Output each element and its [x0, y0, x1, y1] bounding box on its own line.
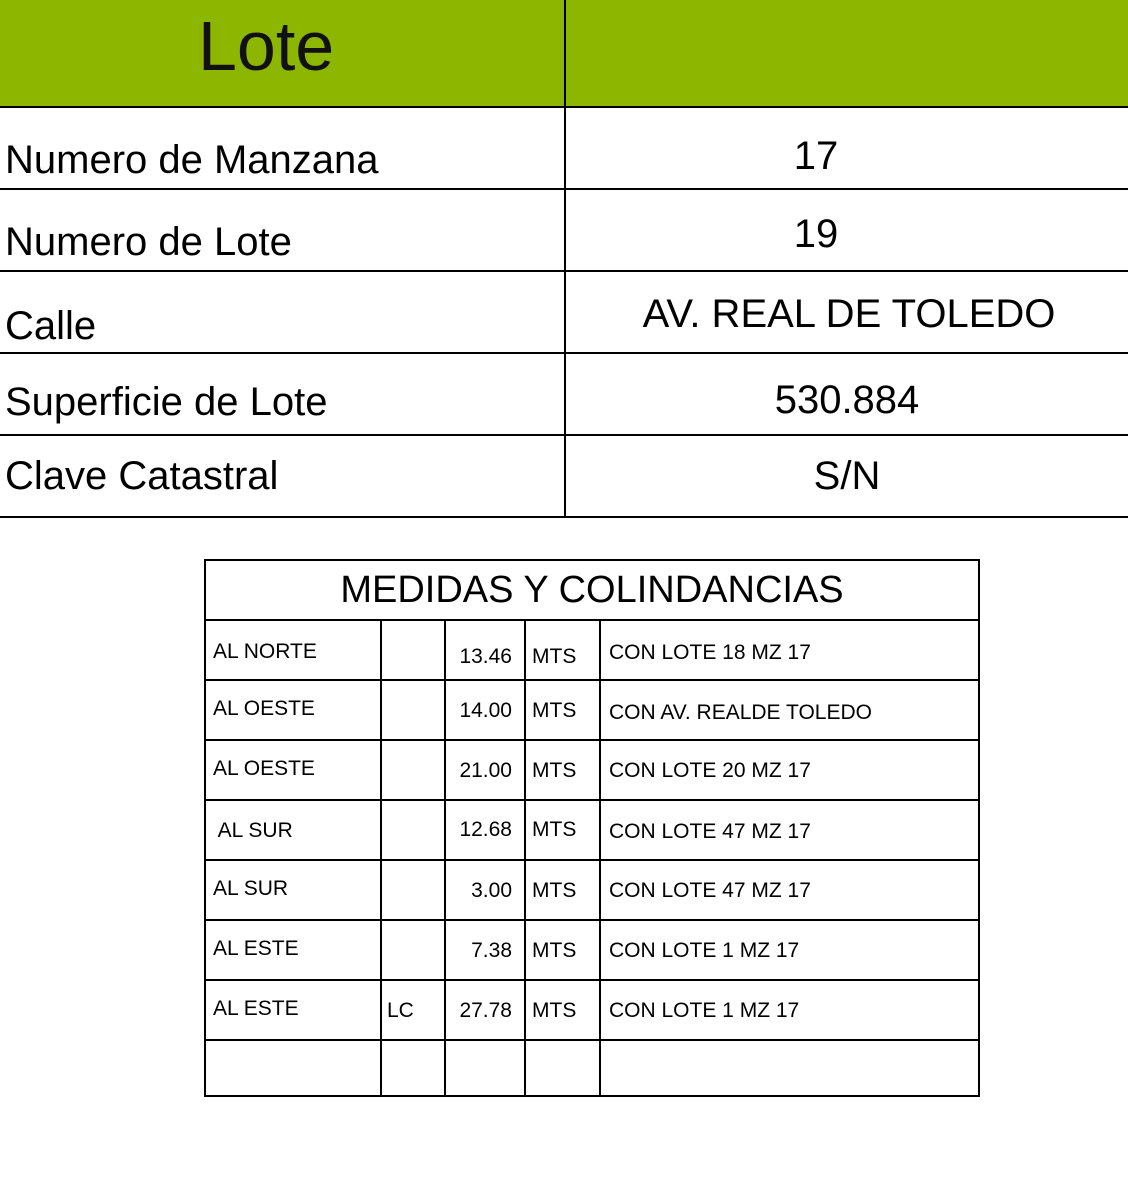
info-row-superficie	[0, 354, 1128, 436]
column-divider	[599, 861, 601, 919]
column-divider	[524, 681, 526, 739]
table-row	[206, 681, 978, 741]
unit-cell: MTS	[532, 939, 577, 962]
adjacent-cell: CON LOTE 18 MZ 17	[609, 641, 811, 664]
table-row	[206, 921, 978, 981]
info-value: AV. REAL DE TOLEDO	[642, 292, 1056, 336]
info-label: Numero de Lote	[5, 220, 292, 264]
info-row-clave	[0, 436, 1128, 518]
column-divider	[380, 861, 382, 919]
adjacent-cell: CON LOTE 1 MZ 17	[609, 939, 800, 962]
lote-header	[0, 0, 1128, 108]
column-divider	[599, 741, 601, 799]
adjacent-cell: CON LOTE 1 MZ 17	[609, 999, 800, 1022]
info-row-calle	[0, 272, 1128, 354]
lote-title: Lote	[198, 7, 335, 85]
column-divider	[524, 741, 526, 799]
column-divider	[524, 801, 526, 859]
unit-cell: MTS	[532, 999, 577, 1022]
type-cell: LC	[387, 999, 414, 1022]
direction-cell: AL OESTE	[213, 757, 315, 780]
table-row	[206, 861, 978, 921]
direction-cell: AL ESTE	[213, 937, 299, 960]
info-row-lote	[0, 190, 1128, 272]
column-divider	[380, 681, 382, 739]
direction-cell: AL SUR	[213, 819, 293, 842]
distance-cell: 14.00	[459, 699, 512, 722]
distance-cell: 3.00	[471, 879, 512, 902]
unit-cell: MTS	[532, 759, 577, 782]
unit-cell: MTS	[532, 699, 577, 722]
table-row	[206, 801, 978, 861]
column-divider	[524, 921, 526, 979]
table-row	[206, 1041, 978, 1097]
direction-cell: AL SUR	[213, 877, 289, 900]
table-row	[206, 981, 978, 1041]
unit-cell: MTS	[532, 645, 577, 668]
column-divider	[599, 621, 601, 679]
column-divider	[380, 981, 382, 1039]
info-label: Numero de Manzana	[5, 138, 379, 182]
adjacent-cell: CON LOTE 47 MZ 17	[609, 879, 811, 902]
direction-cell: AL ESTE	[213, 997, 299, 1020]
unit-cell: MTS	[532, 818, 577, 841]
info-row-manzana	[0, 108, 1128, 190]
column-divider	[380, 801, 382, 859]
direction-cell: AL NORTE	[213, 640, 317, 663]
info-value: 17	[793, 134, 839, 178]
unit-cell: MTS	[532, 879, 577, 902]
table-row	[206, 621, 978, 681]
column-divider	[599, 981, 601, 1039]
table-row	[206, 741, 978, 801]
column-divider	[524, 1041, 526, 1097]
distance-cell: 27.78	[459, 999, 512, 1022]
column-divider	[524, 621, 526, 679]
info-label: Clave Catastral	[5, 454, 279, 498]
info-label: Superficie de Lote	[5, 380, 328, 424]
adjacent-cell: CON AV. REALDE TOLEDO	[609, 701, 872, 724]
column-divider	[599, 1041, 601, 1097]
info-value: S/N	[813, 454, 881, 498]
info-label: Calle	[5, 304, 97, 348]
direction-cell: AL OESTE	[213, 697, 315, 720]
column-divider	[380, 1041, 382, 1097]
distance-cell: 13.46	[459, 645, 512, 668]
column-divider	[599, 681, 601, 739]
info-value: 19	[793, 212, 839, 256]
distance-cell: 7.38	[471, 939, 512, 962]
distance-cell: 21.00	[459, 759, 512, 782]
medidas-title: MEDIDAS Y COLINDANCIAS	[206, 561, 978, 621]
column-divider	[524, 861, 526, 919]
column-divider	[599, 801, 601, 859]
info-value: 530.884	[774, 378, 920, 422]
header-divider	[564, 0, 566, 106]
column-divider	[599, 921, 601, 979]
medidas-table	[204, 559, 980, 1097]
column-divider	[380, 741, 382, 799]
adjacent-cell: CON LOTE 20 MZ 17	[609, 759, 811, 782]
adjacent-cell: CON LOTE 47 MZ 17	[609, 820, 811, 843]
distance-cell: 12.68	[459, 818, 512, 841]
column-divider	[444, 1041, 446, 1097]
column-divider	[380, 921, 382, 979]
column-divider	[380, 621, 382, 679]
column-divider	[524, 981, 526, 1039]
